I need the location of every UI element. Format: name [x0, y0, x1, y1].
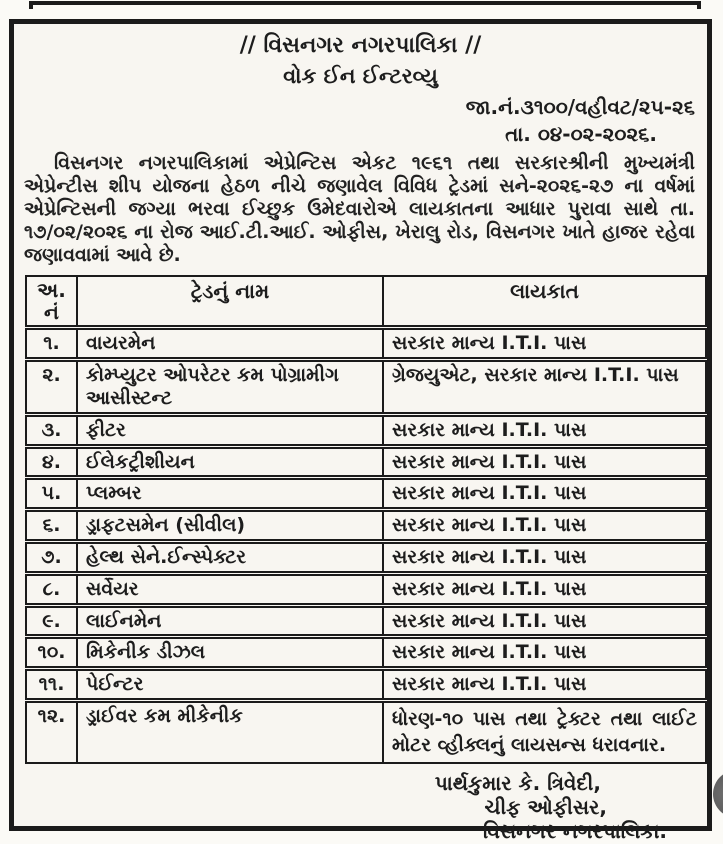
table-row — [26, 478, 706, 510]
cell-serial-number: ૭. — [26, 542, 77, 574]
table-row — [26, 637, 706, 669]
cell-qualification: સરકાર માન્ય I.T.I. પાસ — [383, 542, 706, 574]
notice-date: તા. ૦૪-૦૨-૨૦૨૬. — [505, 121, 657, 146]
cell-qualification: ધોરણ-૧૦ પાસ તથા ટ્રેક્ટર તથા લાઈટ મોટર વ્હીક્લનું લાયસન્સ ધરાવનાર. — [383, 701, 706, 764]
cell-qualification: સરકાર માન્ય I.T.I. પાસ — [383, 414, 706, 446]
cell-trade-name: વાયરમેન — [77, 328, 383, 360]
table-row — [26, 414, 706, 446]
table-row — [26, 328, 706, 360]
table-row — [26, 701, 706, 764]
cell-trade-name: ઈલેકટ્રીશીયન — [77, 446, 383, 478]
top-crop-line — [29, 1, 701, 9]
table-row — [26, 605, 706, 637]
cell-serial-number: ૩. — [26, 414, 77, 446]
cell-qualification: સરકાર માન્ય I.T.I. પાસ — [383, 637, 706, 669]
cell-qualification: સરકાર માન્ય I.T.I. પાસ — [383, 446, 706, 478]
cell-qualification: સરકાર માન્ય I.T.I. પાસ — [383, 573, 706, 605]
cell-serial-number: ૯. — [26, 605, 77, 637]
cell-trade-name: પ્લમ્બર — [77, 478, 383, 510]
header-row — [26, 276, 706, 328]
cell-qualification: ગ્રેજયુએટ, સરકાર માન્ય I.T.I. પાસ — [383, 360, 706, 415]
header-qualification: લાયકાત — [383, 276, 706, 328]
cell-serial-number: ૬. — [26, 510, 77, 542]
cell-serial-number: ૧. — [26, 328, 77, 360]
cell-serial-number: ૨. — [26, 360, 77, 415]
cell-trade-name: કોમ્પ્યુટર ઓપરેટર કમ પોગ્રામીગ આસીસ્ટન્ટ — [77, 360, 383, 415]
table-row — [26, 669, 706, 701]
cell-serial-number: ૫. — [26, 478, 77, 510]
signatory-designation: ચીફ ઓફીસર, — [484, 795, 607, 820]
header-serial-number — [26, 276, 77, 328]
cell-trade-name: મિકેનીક ડીઝલ — [77, 637, 383, 669]
cell-trade-name: ડ્રાઈવર કમ મીકેનીક — [77, 701, 383, 764]
table-row — [26, 542, 706, 574]
table-row — [26, 510, 706, 542]
notice-subtitle: વોક ઈન ઈન્ટરવ્યુ — [283, 64, 438, 89]
reference-number: જા.નં.૩૧૦૦/વહીવટ/૨૫-૨૬ — [465, 94, 695, 119]
cell-trade-name: ડ્રાફટસમેન (સીવીલ) — [77, 510, 383, 542]
notice-box — [9, 19, 712, 844]
cell-qualification: સરકાર માન્ય I.T.I. પાસ — [383, 669, 706, 701]
cell-qualification: સરકાર માન્ય I.T.I. પાસ — [383, 478, 706, 510]
notice-body-paragraph: વિસનગર નગરપાલિકામાં એપ્રેન્ટિસ એકટ ૧૯૬૧ તથા સરકારશ્રીની મુખ્યમંત્રી એપ્રેન્ટીસ શીપ યોજના હેઠળ નીચે જણાવેલ વિવિધ ટ્રેડમાં સને-૨૦૨૬-૨૭ ના વર્ષમાં એપ્રેન્ટિસની જગ્યા ભરવા ઈચ્છુક ઉમેદવારોએ લાયકાતના આધાર પુરાવા સાથે તા. ૧૭/૦૨/૨૦૨૬ ના રોજ આઈ.ટી.આઈ. ઓફીસ, ખેરાલુ રોડ, વિસનગર ખાતે હાજર રહેવા જણાવવામાં આવે છે. — [24, 151, 695, 267]
cell-trade-name: સર્વેયર — [77, 573, 383, 605]
signatory-name: પાર્થકુમાર કે. ત્રિવેદી, — [434, 771, 601, 796]
cell-trade-name: લાઈનમેન — [77, 605, 383, 637]
cell-serial-number: ૧૨. — [26, 701, 77, 764]
cell-serial-number: ૧૧. — [26, 669, 77, 701]
cell-serial-number: ૧૦. — [26, 637, 77, 669]
table-row — [26, 360, 706, 415]
cell-trade-name: ફીટર — [77, 414, 383, 446]
table-row — [26, 446, 706, 478]
cell-qualification: સરકાર માન્ય I.T.I. પાસ — [383, 328, 706, 360]
signatory-organization: વિસનગર નગરપાલિકા. — [483, 819, 667, 844]
header-trade-name: ટ્રેડનું નામ — [77, 276, 383, 328]
trades-table-body — [26, 328, 706, 763]
header-serial-line1: અ. — [37, 278, 66, 303]
cell-qualification: સરકાર માન્ય I.T.I. પાસ — [383, 510, 706, 542]
trades-table-header — [26, 276, 706, 328]
cell-serial-number: ૮. — [26, 573, 77, 605]
table-row — [26, 573, 706, 605]
cell-trade-name: હેલ્થ સેને.ઈન્સ્પેક્ટર — [77, 542, 383, 574]
right-edge-blob — [713, 770, 723, 818]
header-serial-line2: નં — [44, 300, 59, 325]
cell-serial-number: ૪. — [26, 446, 77, 478]
notice-title: // વિસનગર નગરપાલિકા // — [239, 33, 482, 58]
signature-block — [14, 771, 707, 843]
cell-qualification: સરકાર માન્ય I.T.I. પાસ — [383, 605, 706, 637]
trades-table — [25, 275, 707, 764]
cell-trade-name: પેઈન્ટર — [77, 669, 383, 701]
